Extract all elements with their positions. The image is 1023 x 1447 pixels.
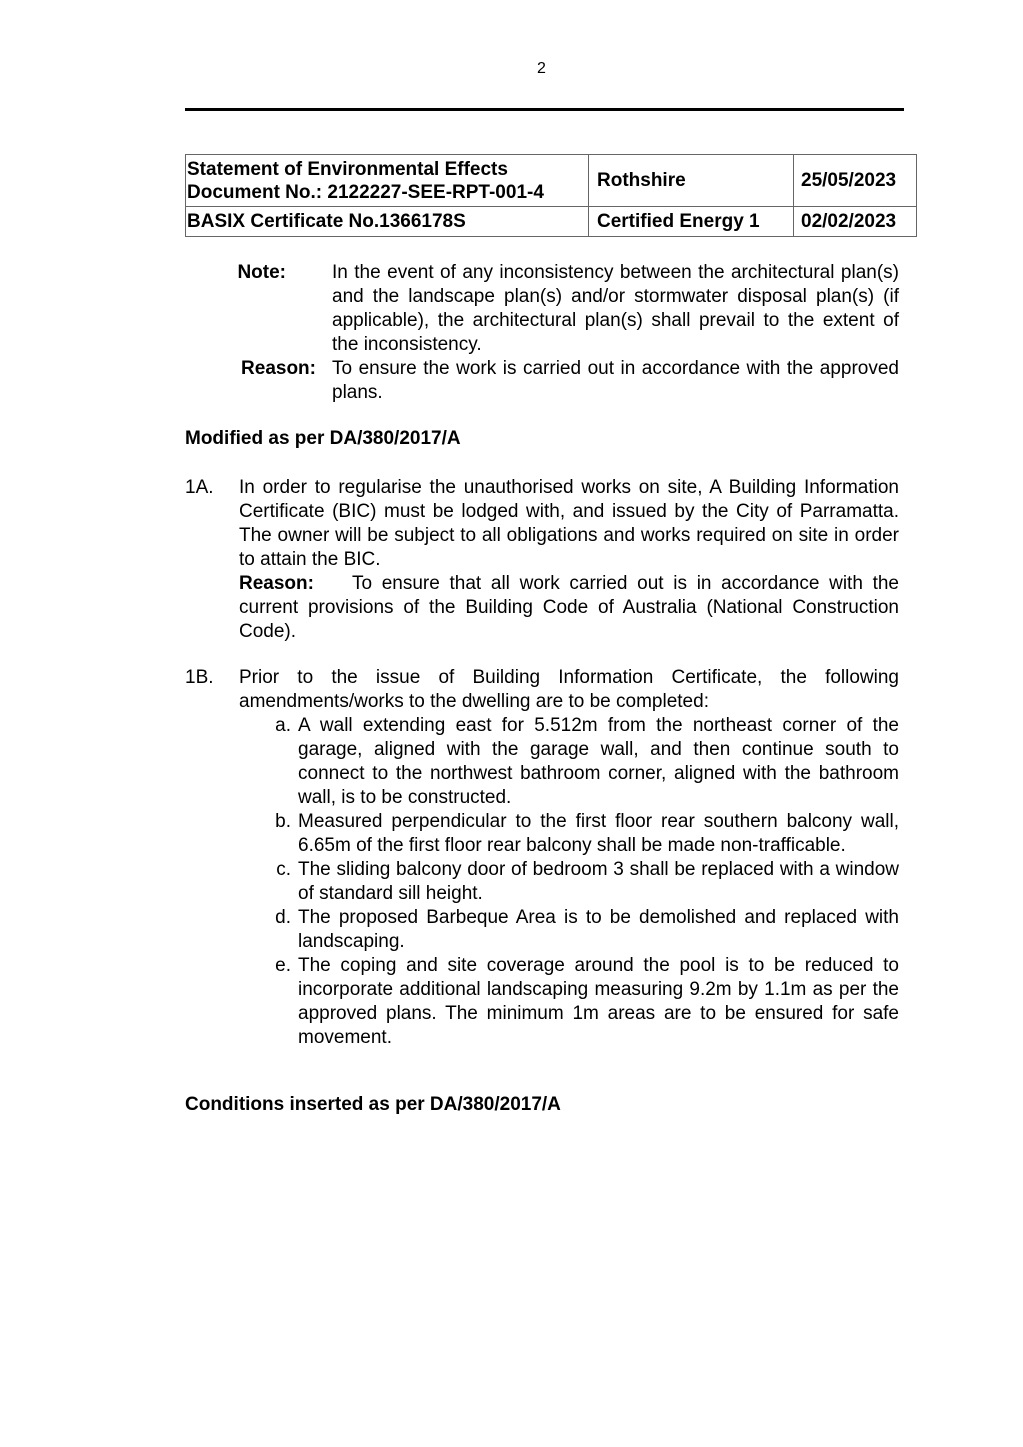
basix-date-cell: 02/02/2023 [794, 207, 917, 237]
document-info-table [185, 154, 917, 237]
table-row [186, 155, 917, 207]
heading-modified: Modified as per DA/380/2017/A [185, 428, 461, 449]
list-item-text: A wall extending east for 5.512m from the northeast corner of the garage, aligned with the garage wall, and then continue south to connect to the northwest bathroom corner, aligned with the bathroom wall, is to be constructed. [298, 715, 899, 808]
header-rule [185, 108, 904, 111]
list-item-letter: c. [276, 859, 291, 880]
reason-label: Reason: [239, 573, 314, 594]
heading-inserted: Conditions inserted as per DA/380/2017/A [185, 1094, 561, 1115]
condition-text: Prior to the issue of Building Information Certificate, the following amendments/works to the dwelling are to be completed: [239, 667, 899, 712]
list-item-text: Measured perpendicular to the first floor rear southern balcony wall, 6.65m of the first floor rear balcony shall be made non-trafficable. [298, 811, 899, 856]
table-row [186, 207, 917, 237]
basix-cell: BASIX Certificate No.1366178S [186, 207, 589, 237]
list-item-letter: d. [275, 907, 291, 928]
condition-1a [185, 476, 899, 644]
page-number: 2 [537, 60, 546, 77]
certifier-cell: Certified Energy 1 [589, 207, 794, 237]
list-item-letter: a. [275, 715, 291, 736]
condition-text: In order to regularise the unauthorised works on site, A Building Information Certificate (BIC) must be lodged with, and issued by the City of Parramatta. The owner will be subject to all obligations and works required on site in order to attain the BIC. [239, 477, 899, 570]
list-item-letter: b. [275, 811, 291, 832]
document-title-cell [186, 155, 589, 207]
document-title: Statement of Environmental Effects [187, 158, 508, 180]
list-item-text: The coping and site coverage around the pool is to be reduced to incorporate additional landscaping measuring 9.2m by 1.1m as per the approved plans. The minimum 1m areas are to be ensured for safe movement. [298, 955, 899, 1048]
reason-text: To ensure the work is carried out in accordance with the approved plans. [332, 358, 899, 403]
list-item-text: The proposed Barbeque Area is to be demolished and replaced with landscaping. [298, 907, 899, 952]
condition-1b [185, 666, 899, 1050]
reason-text: To ensure that all work carried out is in accordance with the current provisions of the Building Code of Australia (National Construction Code). [239, 573, 899, 642]
company-cell: Rothshire [589, 155, 794, 207]
condition-reason [239, 572, 899, 644]
reason-label: Reason: [241, 358, 316, 379]
note-label: Note: [237, 262, 286, 283]
list-item [239, 954, 899, 1050]
list-item-letter: e. [275, 955, 291, 976]
document-date-cell: 25/05/2023 [794, 155, 917, 207]
list-item [239, 810, 899, 858]
list-item [239, 714, 899, 810]
note-text: In the event of any inconsistency between the architectural plan(s) and the landscape plan(s) and/or stormwater disposal plan(s) (if applicable), the architectural plan(s) shall prevail to the extent of the inconsistency. [332, 262, 899, 355]
list-item [239, 906, 899, 954]
document-number: Document No.: 2122227-SEE-RPT-001-4 [187, 181, 544, 203]
condition-number: 1B. [185, 667, 214, 688]
list-item [239, 858, 899, 906]
condition-number: 1A. [185, 477, 214, 498]
list-item-text: The sliding balcony door of bedroom 3 shall be replaced with a window of standard sill height. [298, 859, 899, 904]
